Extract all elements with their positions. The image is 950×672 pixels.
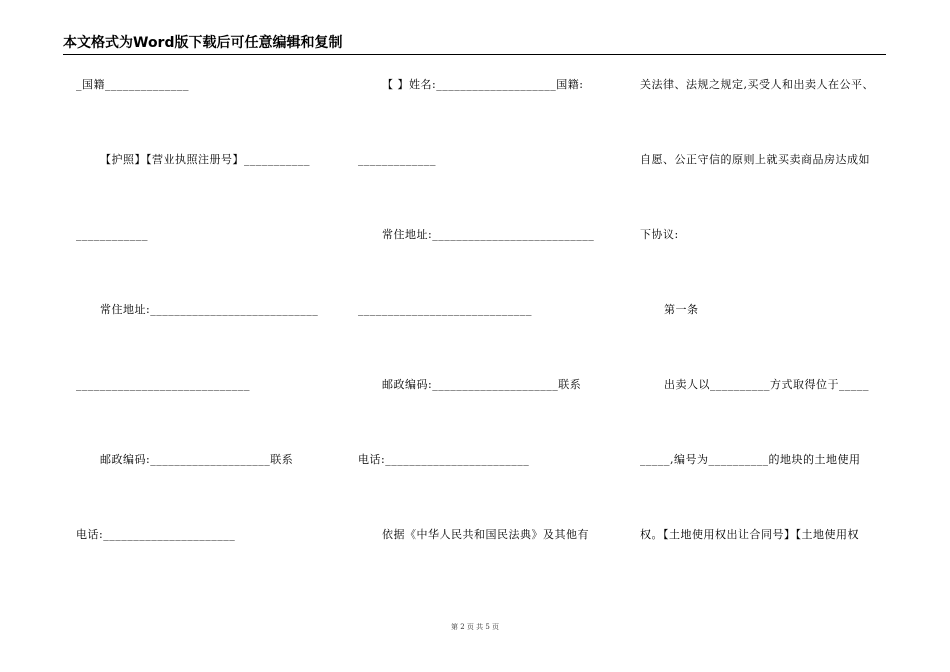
text-line: 电话:________________________ (358, 453, 530, 466)
text-line: 出卖人以__________方式取得位于_____ (664, 378, 869, 391)
text-line: 关法律、法规之规定,买受人和出卖人在公平、 (640, 78, 874, 91)
text-line: _____________ (358, 153, 436, 166)
text-line: 权。【土地使用权出让合同号】【土地使用权 (640, 528, 859, 541)
text-line: 电话:______________________ (76, 528, 236, 541)
text-line: _国籍______________ (76, 78, 189, 91)
text-line: 常住地址:____________________________ (100, 303, 319, 316)
text-line: ____________ (76, 228, 148, 241)
text-line: 自愿、公正守信的原则上就买卖商品房达成如 (640, 153, 870, 166)
text-line: 邮政编码:____________________联系 (100, 453, 294, 466)
text-line: 下协议: (640, 228, 679, 241)
text-line: _____________________________ (358, 303, 532, 316)
text-line: _____________________________ (76, 378, 250, 391)
page-number: 第 2 页 共 5 页 (450, 623, 500, 631)
text-line: 【 】姓名:____________________国籍: (382, 78, 584, 91)
text-line: _____,编号为__________的地块的土地使用 (640, 453, 861, 466)
text-line: 常住地址:___________________________ (382, 228, 595, 241)
text-line: 第一条 (664, 303, 699, 316)
text-line: 邮政编码:_____________________联系 (382, 378, 582, 391)
document-header: 本文格式为Word版下载后可任意编辑和复制 (63, 34, 886, 55)
text-line: 【护照】【营业执照注册号】___________ (100, 153, 310, 166)
text-line: 依据《中华人民共和国民法典》及其他有 (382, 528, 589, 541)
